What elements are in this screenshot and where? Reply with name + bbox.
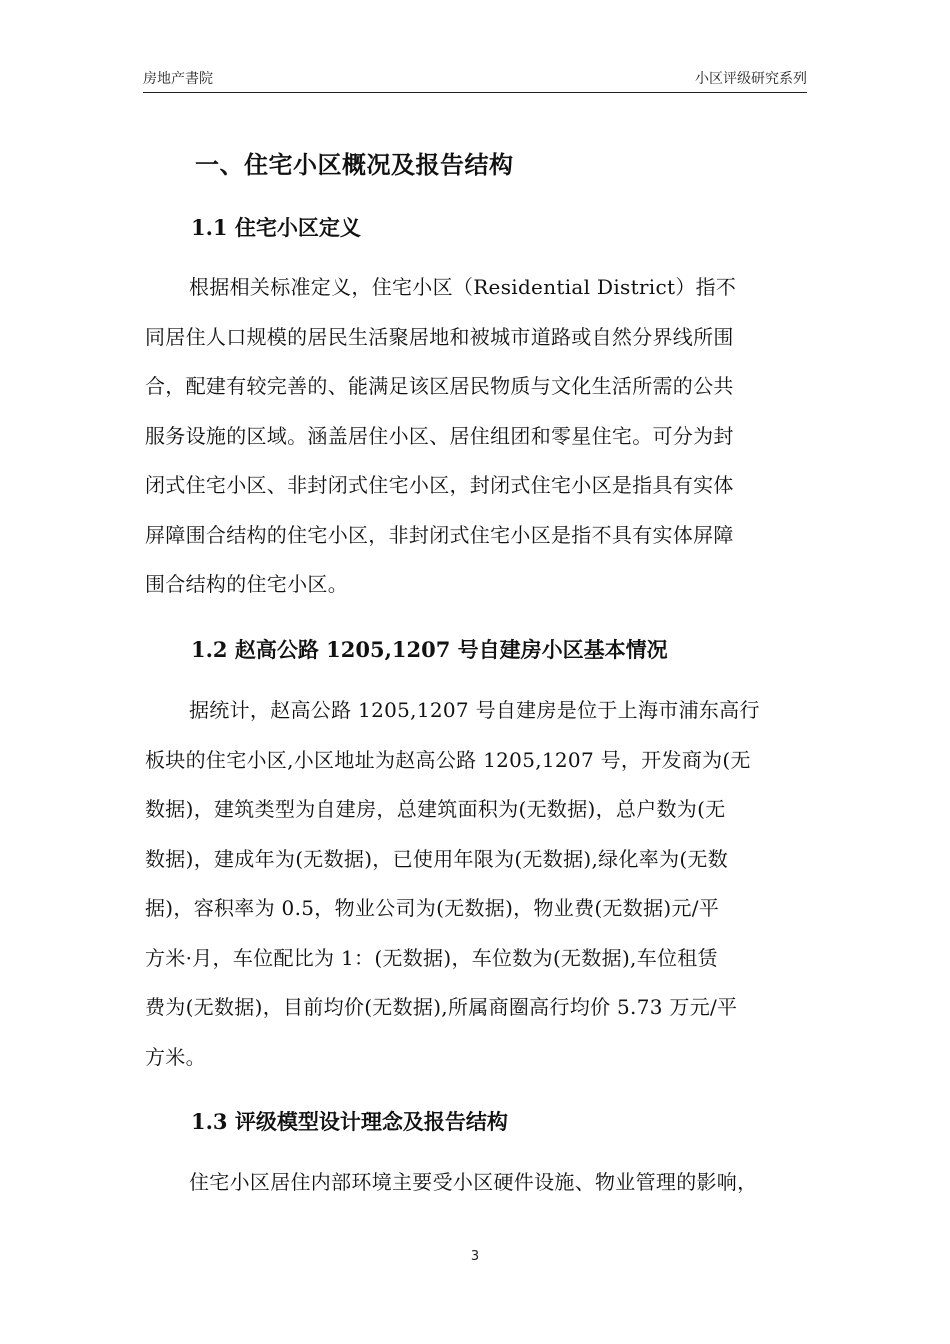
page-number: 3 (470, 1249, 480, 1264)
paragraph-line: 同居住人口规模的居民生活聚居地和被城市道路或自然分界线所围 (145, 324, 734, 349)
paragraph-line: 费为(无数据)，目前均价(无数据),所属商圈高行均价 5.73 万元/平 (145, 995, 738, 1019)
paragraph-line: 闭式住宅小区、非封闭式住宅小区，封闭式住宅小区是指具有实体 (145, 473, 734, 497)
header-series-title: 小区评级研究系列 (695, 71, 807, 87)
paragraph-line: 方米。 (145, 1044, 206, 1069)
subsection-heading: 1.3 评级模型设计理念及报告结构 (191, 1109, 508, 1134)
subsection-heading: 1.1 住宅小区定义 (191, 215, 361, 240)
body-paragraph (145, 1171, 807, 1221)
paragraph-line: 数据)，建筑类型为自建房，总建筑面积为(无数据)，总户数为(无 (145, 797, 726, 821)
section-title: 一、住宅小区概况及报告结构 (195, 151, 514, 179)
paragraph-line: 围合结构的住宅小区。 (145, 572, 348, 596)
subsection-heading: 1.2 赵高公路 1205,1207 号自建房小区基本情况 (191, 637, 668, 662)
page-header (143, 66, 807, 93)
body-paragraph (145, 699, 807, 1095)
paragraph-line: 住宅小区居住内部环境主要受小区硬件设施、物业管理的影响， (189, 1170, 758, 1194)
body-paragraph (145, 276, 807, 623)
paragraph-line: 板块的住宅小区,小区地址为赵高公路 1205,1207 号，开发商为(无 (145, 747, 751, 772)
paragraph-line: 据)，容积率为 0.5，物业公司为(无数据)，物业费(无数据)元/平 (145, 896, 720, 920)
paragraph-line: 屏障围合结构的住宅小区，非封闭式住宅小区是指不具有实体屏障 (145, 522, 734, 547)
header-publisher: 房地产書院 (143, 71, 213, 87)
paragraph-line: 根据相关标准定义，住宅小区（Residential District）指不 (189, 275, 737, 299)
paragraph-line: 合，配建有较完善的、能满足该区居民物质与文化生活所需的公共 (145, 374, 734, 398)
paragraph-line: 服务设施的区域。涵盖居住小区、居住组团和零星住宅。可分为封 (145, 423, 734, 448)
paragraph-line: 数据)，建成年为(无数据)，已使用年限为(无数据),绿化率为(无数 (145, 846, 729, 871)
paragraph-line: 方米·月，车位配比为 1：(无数据)，车位数为(无数据),车位租赁 (145, 945, 718, 970)
paragraph-line: 据统计，赵高公路 1205,1207 号自建房是位于上海市浦东高行 (189, 698, 760, 722)
